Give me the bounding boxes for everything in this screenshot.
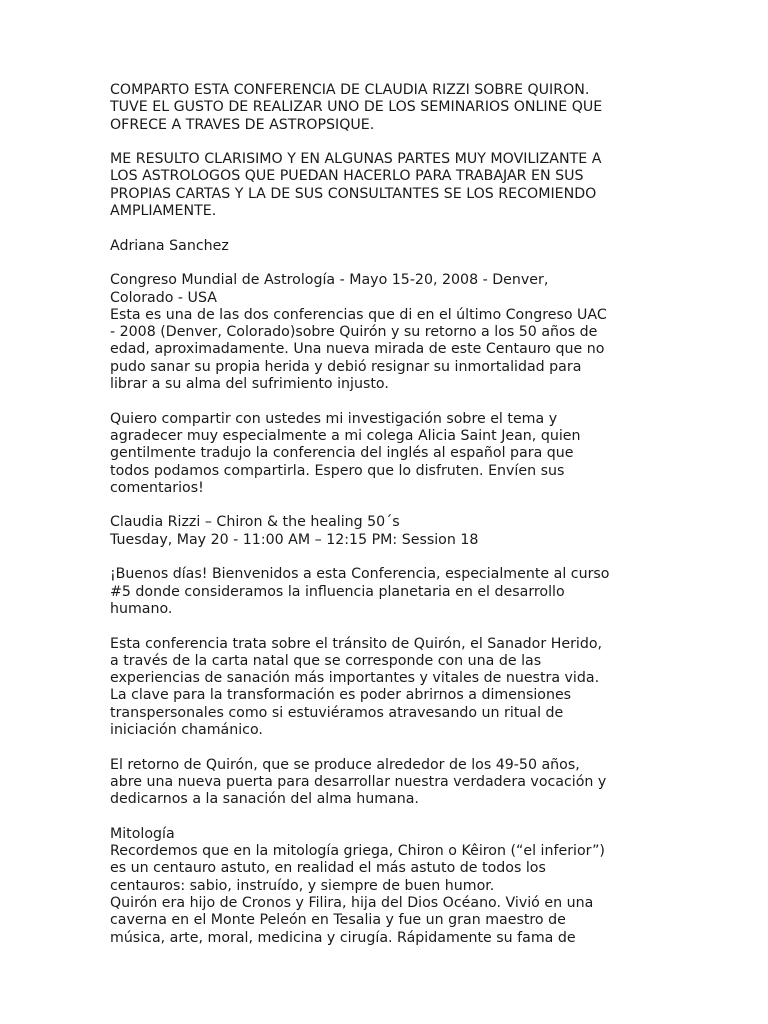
signature-paragraph <box>110 238 710 255</box>
text-line: Quirón era hijo de Cronos y Filira, hija del Dios Océano. Vivió en una <box>110 894 594 911</box>
text-line: abre una nueva puerta para desarrollar nuestra verdadera vocación y <box>110 773 607 790</box>
opinion-paragraph <box>110 151 710 220</box>
document-page <box>110 82 710 947</box>
text-line: Esta es una de las dos conferencias que di en el último Congreso UAC <box>110 306 607 323</box>
session-time: Tuesday, May 20 - 11:00 AM – 12:15 PM: Session 18 <box>110 531 479 548</box>
text-line: ME RESULTO CLARISIMO Y EN ALGUNAS PARTES MUY MOVILIZANTE A <box>110 151 602 168</box>
text-line: comentarios! <box>110 479 204 496</box>
welcome-paragraph <box>110 566 710 618</box>
text-line: agradecer muy especialmente a mi colega Alicia Saint Jean, quien <box>110 427 581 444</box>
text-line: humano. <box>110 600 173 617</box>
text-line: ¡Buenos días! Bienvenidos a esta Conferencia, especialmente al curso <box>110 566 610 583</box>
text-line: TUVE EL GUSTO DE REALIZAR UNO DE LOS SEMINARIOS ONLINE QUE <box>110 99 603 116</box>
text-line: Quiero compartir con ustedes mi investigación sobre el tema y <box>110 410 558 427</box>
intro-paragraph <box>110 82 710 134</box>
share-paragraph <box>110 411 710 497</box>
text-line: PROPIAS CARTAS Y LA DE SUS CONSULTANTES SE LOS RECOMIENDO <box>110 185 597 202</box>
text-line: transpersonales como si estuviéramos atravesando un ritual de <box>110 704 564 721</box>
session-paragraph <box>110 514 710 549</box>
text-line: experiencias de sanación más importantes y vitales de nuestra vida. <box>110 670 600 687</box>
text-line: OFRECE A TRAVES DE ASTROPSIQUE. <box>110 116 375 133</box>
text-line: - 2008 (Denver, Colorado)sobre Quirón y su retorno a los 50 años de <box>110 324 598 341</box>
text-line: caverna en el Monte Peleón en Tesalia y fue un gran maestro de <box>110 912 566 929</box>
text-line: Esta conferencia trata sobre el tránsito de Quirón, el Sanador Herido, <box>110 635 603 652</box>
text-line: AMPLIAMENTE. <box>110 203 217 220</box>
text-line: #5 donde consideramos la influencia planetaria en el desarrollo <box>110 583 565 600</box>
text-line: gentilmente tradujo la conferencia del inglés al español para que <box>110 445 574 462</box>
text-line: centauros: sabio, instruído, y siempre de buen humor. <box>110 877 495 894</box>
section-heading: Mitología <box>110 825 175 842</box>
text-line: música, arte, moral, medicina y cirugía. Rápidamente su fama de <box>110 929 576 946</box>
topic-paragraph <box>110 636 710 740</box>
text-line: a través de la carta natal que se corresponde con una de las <box>110 652 542 669</box>
text-line: La clave para la transformación es poder abrirnos a dimensiones <box>110 687 572 704</box>
text-line: El retorno de Quirón, que se produce alrededor de los 49-50 años, <box>110 756 580 773</box>
text-line: dedicarnos a la sanación del alma humana. <box>110 791 419 808</box>
signature-name: Adriana Sanchez <box>110 237 229 254</box>
congress-paragraph <box>110 272 710 393</box>
mythology-paragraph <box>110 826 710 947</box>
text-line: iniciación chamánico. <box>110 721 263 738</box>
text-line: librar a su alma del sufrimiento injusto. <box>110 376 389 393</box>
text-line: Recordemos que en la mitología griega, Chiron o Kêiron (“el inferior”) <box>110 843 605 860</box>
session-title: Claudia Rizzi – Chiron & the healing 50´s <box>110 514 400 531</box>
text-line: LOS ASTROLOGOS QUE PUEDAN HACERLO PARA TRABAJAR EN SUS <box>110 168 584 185</box>
text-line: pudo sanar su propia herida y debió resignar su inmortalidad para <box>110 358 582 375</box>
return-paragraph <box>110 757 710 809</box>
text-line: es un centauro astuto, en realidad el más astuto de todos los <box>110 860 546 877</box>
text-line: COMPARTO ESTA CONFERENCIA DE CLAUDIA RIZZI SOBRE QUIRON. <box>110 82 590 98</box>
text-line: edad, aproximadamente. Una nueva mirada de este Centauro que no <box>110 341 605 358</box>
text-line: Congreso Mundial de Astrología - Mayo 15-20, 2008 - Denver, <box>110 272 549 289</box>
text-line: todos podamos compartirla. Espero que lo disfruten. Envíen sus <box>110 462 565 479</box>
text-line: Colorado - USA <box>110 289 217 306</box>
